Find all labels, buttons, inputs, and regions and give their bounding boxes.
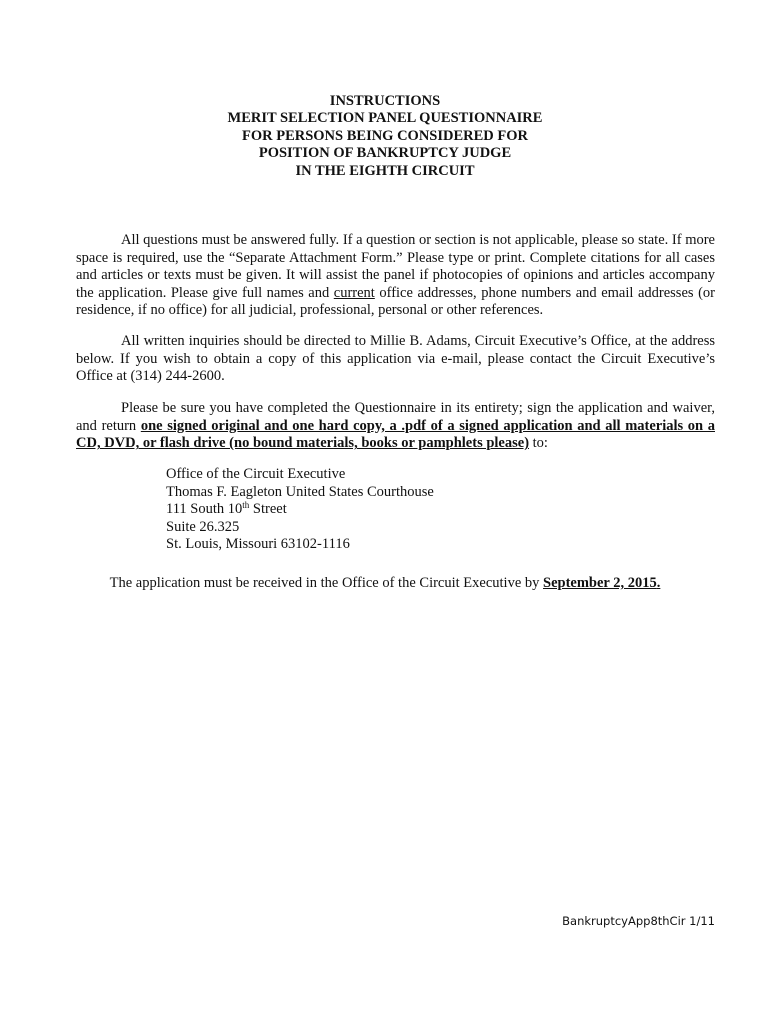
mailing-address (166, 466, 434, 554)
street-name: Street (249, 501, 287, 518)
title-line-1: INSTRUCTIONS (329, 93, 441, 109)
address-line-office: Office of the Circuit Executive (166, 466, 346, 482)
inquiries-paragraph (76, 333, 715, 386)
deadline-text: The application must be received in the Office of the Circuit Executive by (109, 575, 544, 591)
paragraph-text: All questions must be answered fully. If a question or section is not applicable, please so state. If more space is required, use the “Separate Attachment Form.” Please type or print. Complete citations for all cases and articles or texts must be given. It will assist the panel if photocopies of opinions and articles accompany the application. Please give full names and (76, 232, 715, 301)
paragraph-text-end: office addresses, phone numbers and email addresses (or residence, if no office) for all judicial, professional, personal or other references. (76, 284, 715, 319)
underlined-word: current (333, 284, 375, 301)
street-ordinal: th (242, 500, 250, 511)
title-line-2: MERIT SELECTION PANEL QUESTIONNAIRE (227, 110, 543, 127)
title-line-3: FOR PERSONS BEING CONSIDERED FOR (241, 127, 528, 144)
paragraph-text-end: to: (529, 435, 548, 452)
instructions-paragraph (76, 232, 715, 320)
address-line-street (166, 501, 434, 519)
deadline-period: . (656, 575, 661, 591)
street-number: 111 South 10 (166, 501, 243, 518)
document-title (0, 93, 770, 180)
address-line-suite: Suite 26.325 (166, 518, 240, 535)
deadline-statement (0, 575, 770, 593)
title-line-4: POSITION OF BANKRUPTCY JUDGE (258, 145, 512, 162)
submission-requirements: one signed original and one hard copy, a .pdf of a signed application and all materials on a CD, DVD, or flash drive (no bound materials, books or pamphlets please) (76, 417, 715, 452)
paragraph-text: All written inquiries should be directed to Millie B. Adams, Circuit Executive’s Office, at the address below. If you wish to obtain a copy of this application via e-mail, please contact the Circuit Executive’s Office at (314) 244-2600. (76, 333, 715, 385)
page-footer-label: BankruptcyApp8thCir 1/11 (562, 914, 715, 928)
address-line-courthouse: Thomas F. Eagleton United States Courthouse (166, 483, 434, 500)
address-line-city: St. Louis, Missouri 63102-1116 (166, 536, 350, 553)
title-line-5: IN THE EIGHTH CIRCUIT (295, 162, 475, 179)
submission-paragraph (76, 400, 715, 453)
deadline-date: September 2, 2015 (543, 575, 657, 591)
paragraph-text: Please be sure you have completed the Questionnaire in its entirety; sign the application and waiver, and return (76, 400, 715, 434)
